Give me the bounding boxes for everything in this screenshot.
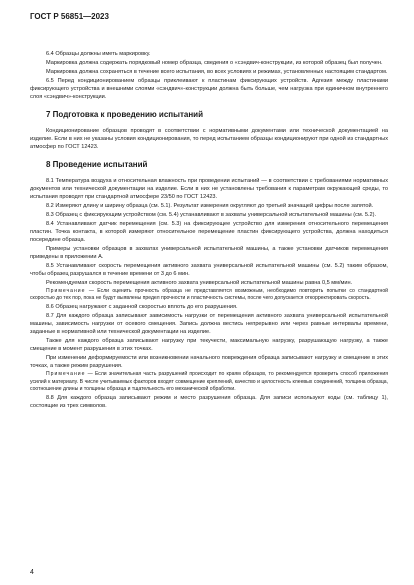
paragraph: Примеры установки образцов в захватах универсальной испытательной машины, а также установки датчиков перемещения приведены в приложении А. xyxy=(30,246,388,260)
note-label: Примечание xyxy=(46,371,86,378)
paragraph: 8.2 Измеряют длину и ширину образца (см. 5.1). Результат измерения округляют до третьей значащей цифры после запятой. xyxy=(46,203,374,209)
note-paragraph xyxy=(30,371,388,393)
section-heading: 7 Подготовка к проведению испытаний xyxy=(46,110,203,119)
paragraph: 8.6 Образец нагружают с заданной скоростью вплоть до его разрушения. xyxy=(46,304,238,311)
paragraph: 8.3 Образец с фиксирующим устройством (см. 5.4) устанавливают в захваты универсальной испытательной машины (см. 5.2). xyxy=(46,212,377,218)
paragraph: 8.4 Устанавливают датчик перемещения (см. 5.3) на фиксирующее устройство для измерения относительного перемещения пластин. Точка контакта, в которой измеряют относительное перемещение пластин фиксирующего устройства, должна находиться посередине образца. xyxy=(30,221,388,243)
paragraph: Маркировка должна сохраняться в течение всего испытания, во всех условиях и режимах, установленных настоящим стандартом. xyxy=(46,69,388,75)
paragraph: 8.1 Температура воздуха и относительная влажность при проведении испытаний — в соответствии с требованиями нормативных документов или технической документации на изделие. Если в них не установлены требования к параметрам окружающей среды, то испытания проводят при стандартной атмосфере 23/50 по ГОСТ 12423. xyxy=(30,178,388,200)
paragraph: Маркировка должна содержать порядковый номер образца, сведения о «сэндвич-конструкции, из которой образец был получен. xyxy=(46,60,383,66)
paragraph: При изменении деформируемости или возникновении начального повреждения образца записывают нагрузку и смещение в этих точках, а также режим разрушения. xyxy=(30,355,388,370)
paragraph: 8.7 Для каждого образца записывают зависимость нагрузки от перемещения активного захвата универсальной испытательной машины, зависимость нагрузки от осевого смещения. Запись должна вестись непрерывно или через равные интервалы времени, заданные в нормативной или технической документации на изделие. xyxy=(30,313,388,336)
paragraph: 8.5 Устанавливают скорость перемещения активного захвата универсальной испытательной машины (см. 5.2) таким образом, чтобы образец разрушался в течение времени от 3 до 6 мин. xyxy=(30,263,388,277)
paragraph: Рекомендуемая скорость перемещения активного захвата универсальной испытательной машины равна 0,5 мм/мин. xyxy=(46,280,353,286)
note-label: Примечание xyxy=(46,288,86,294)
page-number: 4 xyxy=(30,569,34,576)
paragraph: Также для каждого образца записывают нагрузку при текучести, максимальную нагрузку, разрушающую нагрузку, а также смещение в момент разрушения в этих точках. xyxy=(30,338,388,353)
section-heading: 8 Проведение испытаний xyxy=(46,160,148,169)
note-text: — Если оценить прочность образца не представляется возможным, необходимо повторить попытки со стандартной скоростью до тех пор, пока не будут выявлены предел прочности и пластичность системы, после чего допускается откорректировать скорость. xyxy=(30,288,388,302)
note-text: — Если значительная часть разрушений происходит по краям образцов, то рекомендуется проверить способ приложения усилий к материалу. В числе учитываемых факторов входят совмещение креплений, качество и целостность клеевых соединений, толщина образца, соотношение длины и толщины образца и тщательность его механической обработки. xyxy=(30,371,388,392)
paragraph: 8.8 Для каждого образца записывают режим и место разрушения образца. Для записи используют коды (см. таблицу 1), состоящие из трех символов. xyxy=(30,395,388,410)
note-paragraph xyxy=(30,288,388,302)
paragraph: Кондиционирование образцов проводят в соответствии с нормативными документами или технической документацией на изделие. Если в них не указаны условия кондиционирования, то перед испытанием образцы кондиционируют при одной из стандартных атмосфер по ГОСТ 12423. xyxy=(30,128,388,150)
document-body xyxy=(30,50,388,411)
paragraph: 6.5 Перед кондиционированием образцы приклеивают к пластинам фиксирующих устройств. Адгезия между пластинами фиксирующего устройства и внешними слоями «сэндвич»-конструкции должна быть больше, чем нагрузка при единичном внутреннего слоя «сэндвич»-конструкции. xyxy=(30,78,388,100)
paragraph: 6.4 Образцы должны иметь маркировку. xyxy=(46,51,151,57)
standard-header: ГОСТ Р 56851—2023 xyxy=(30,12,109,21)
